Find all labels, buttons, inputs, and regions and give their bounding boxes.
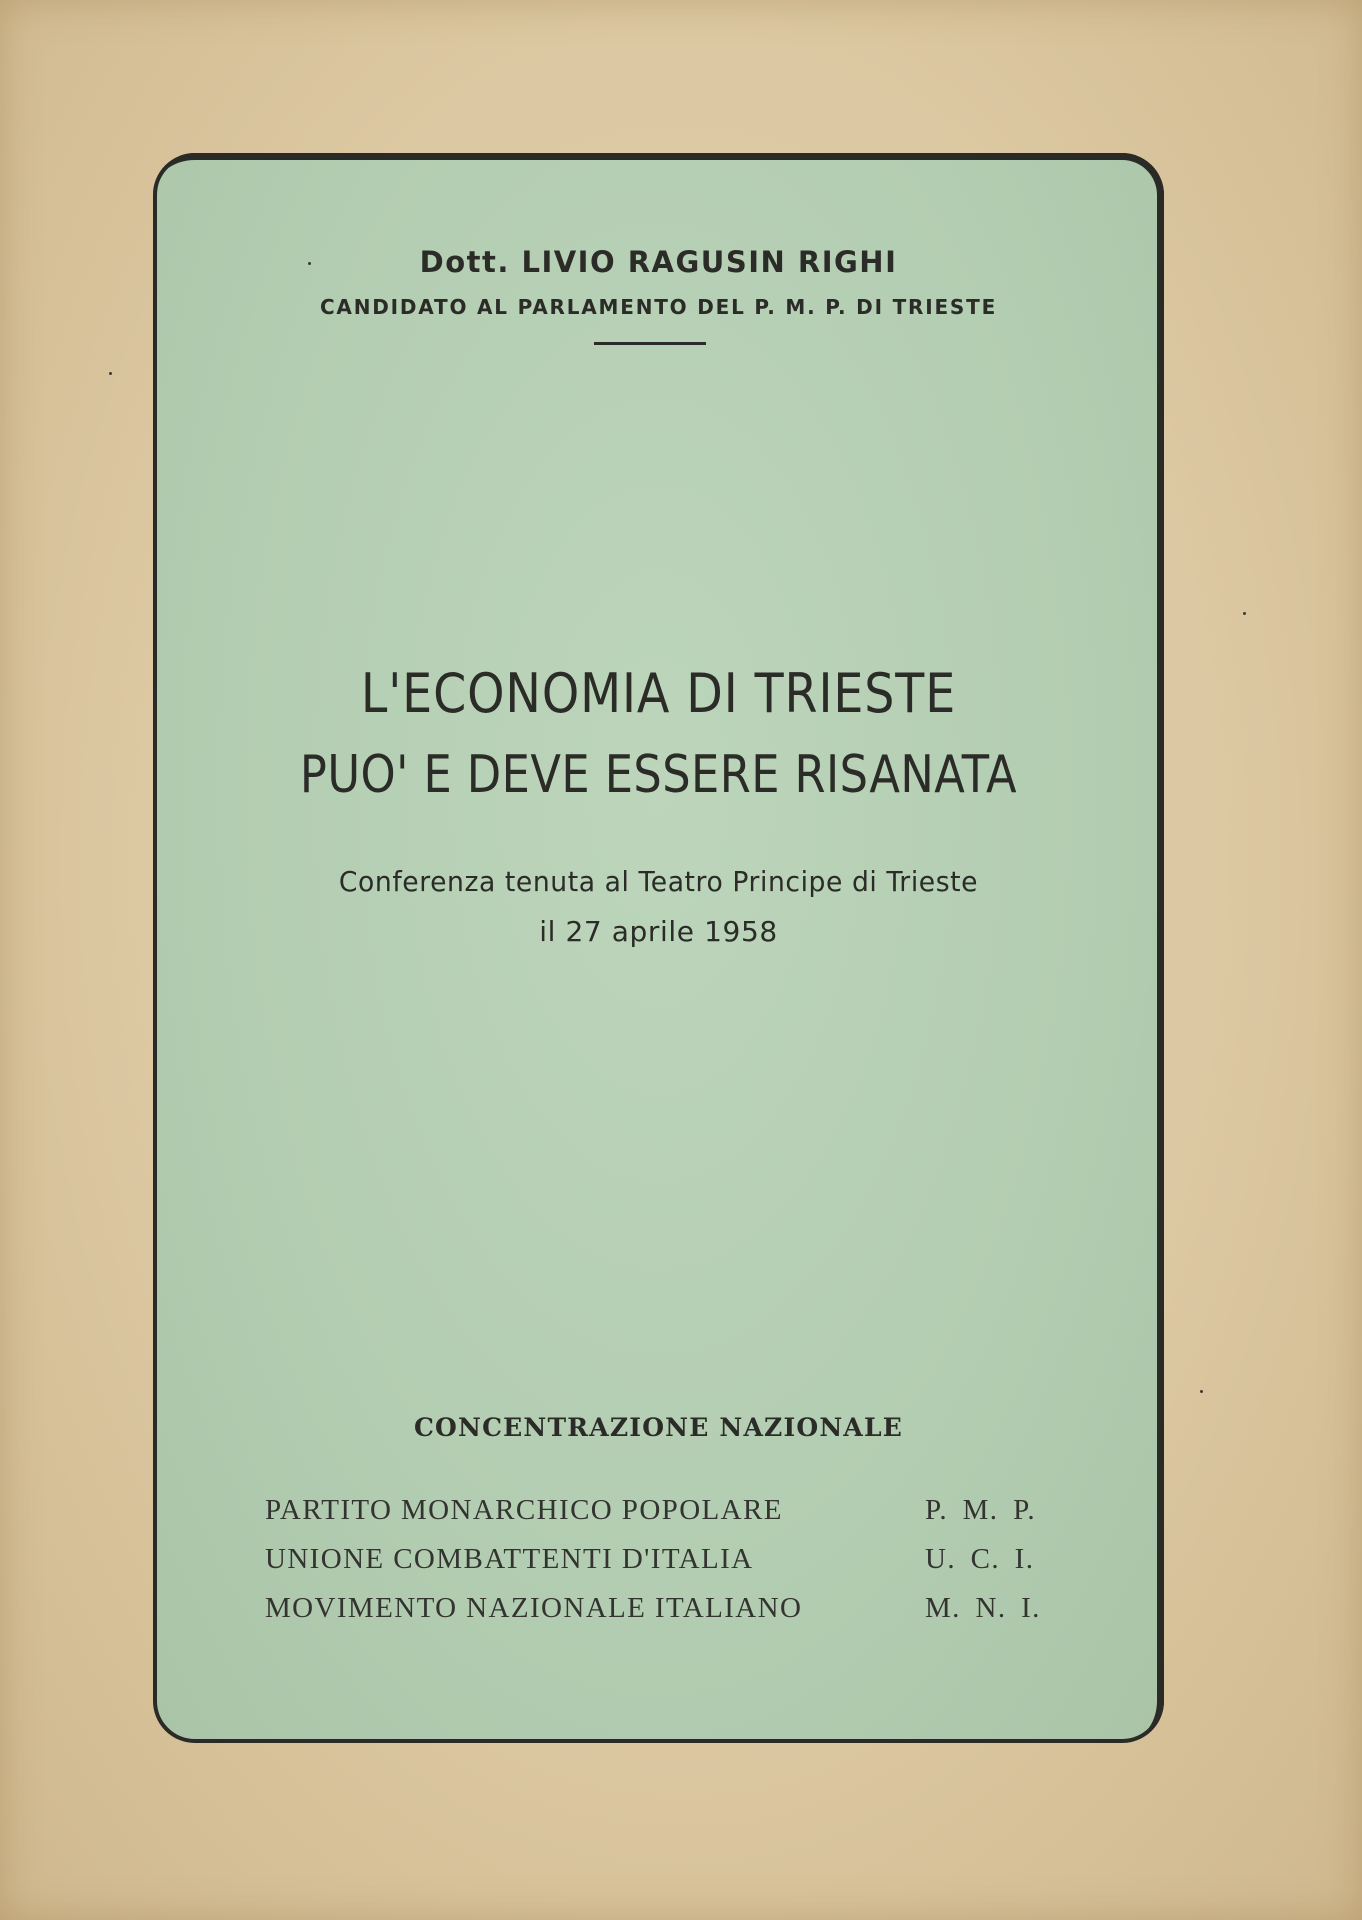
- party-name: MOVIMENTO NAZIONALE ITALIANO: [265, 1592, 803, 1624]
- party-list: [265, 1494, 1085, 1641]
- title-line-2: PUO' E DEVE ESSERE RISANATA: [299, 745, 1018, 805]
- divider-rule: [594, 342, 706, 345]
- author-name: Dott. LIVIO RAGUSIN RIGHI: [419, 245, 898, 279]
- cover-panel: [153, 153, 1164, 1743]
- party-row: [265, 1592, 1085, 1641]
- print-speck: [1200, 1390, 1203, 1393]
- party-abbreviation: P. M. P.: [925, 1494, 1037, 1526]
- candidate-line: CANDIDATO AL PARLAMENTO DEL P. M. P. DI TRIESTE: [319, 295, 998, 319]
- print-speck: [1243, 612, 1246, 615]
- party-abbreviation: M. N. I.: [925, 1592, 1041, 1624]
- subtitle-line-1: Conferenza tenuta al Teatro Principe di Trieste: [338, 865, 979, 898]
- coalition-heading: CONCENTRAZIONE NAZIONALE: [413, 1413, 904, 1442]
- title-line-1: L'ECONOMIA DI TRIESTE: [360, 662, 957, 725]
- party-abbreviation: U. C. I.: [925, 1543, 1035, 1575]
- subtitle-line-2: il 27 aprile 1958: [539, 915, 778, 948]
- print-speck: [308, 262, 311, 265]
- party-name: UNIONE COMBATTENTI D'ITALIA: [265, 1543, 754, 1575]
- party-row: [265, 1543, 1085, 1592]
- print-speck: [109, 372, 112, 375]
- party-name: PARTITO MONARCHICO POPOLARE: [265, 1494, 783, 1526]
- party-row: [265, 1494, 1085, 1543]
